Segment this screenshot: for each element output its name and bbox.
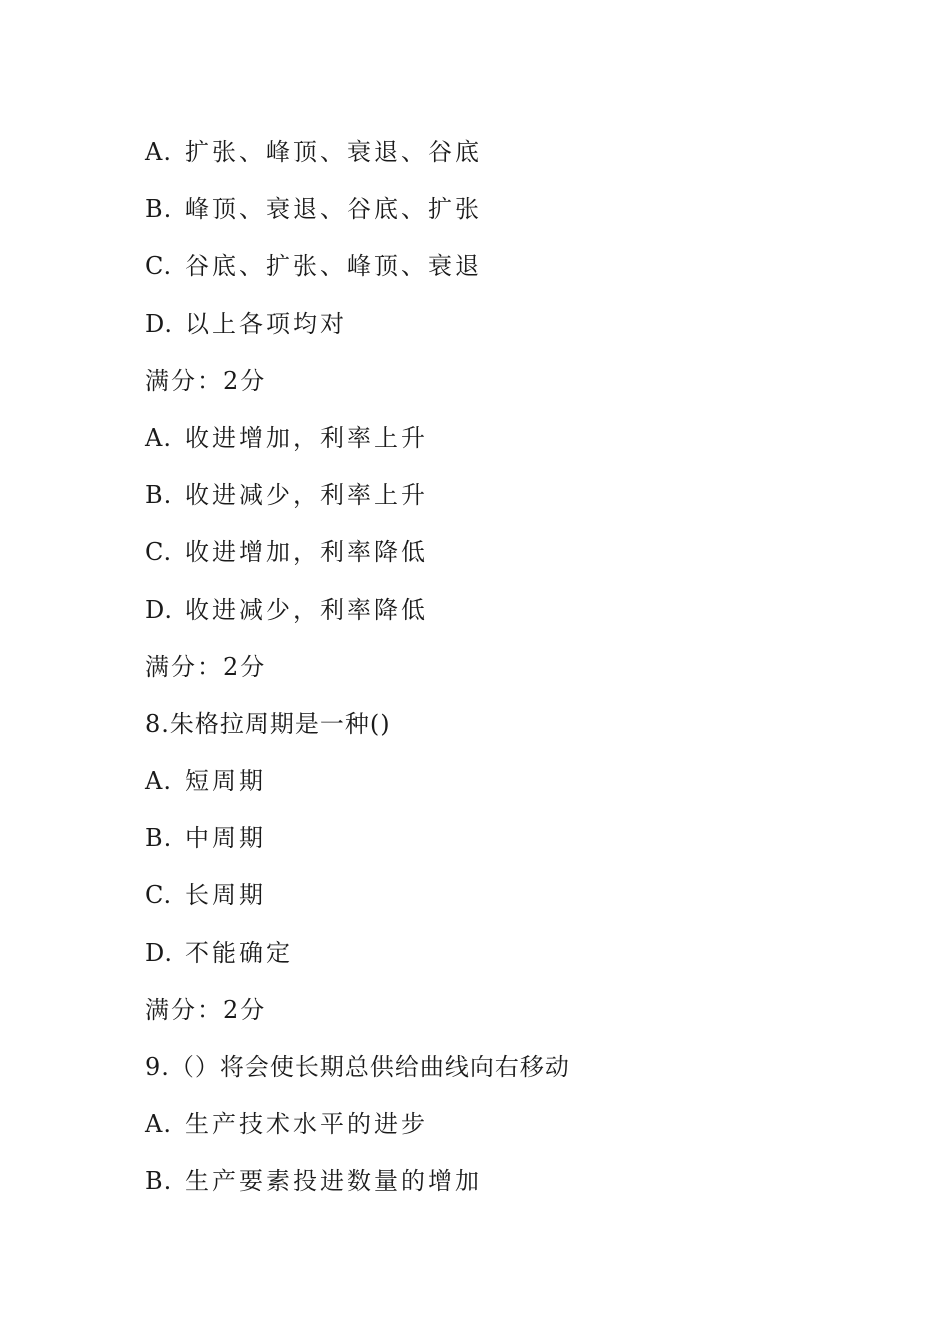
option-line <box>145 181 905 238</box>
option-letter: C. <box>145 881 173 910</box>
option-text: 收进减少，利率上升 <box>185 481 428 510</box>
option-text: 长周期 <box>185 881 266 910</box>
option-letter: B. <box>145 481 173 510</box>
option-text: 峰顶、衰退、谷底、扩张 <box>185 195 482 224</box>
option-letter: A. <box>145 1110 172 1139</box>
option-letter: D. <box>145 595 174 624</box>
option-line <box>145 467 905 524</box>
option-line <box>145 867 905 924</box>
option-letter: B. <box>145 824 173 853</box>
option-text: 收进减少，利率降低 <box>185 595 428 624</box>
option-line <box>145 1096 905 1153</box>
option-line <box>145 238 905 295</box>
option-letter: A. <box>145 138 172 166</box>
option-line <box>145 582 905 639</box>
option-letter: C. <box>145 252 173 281</box>
score-line: 满分：2分 <box>145 995 267 1024</box>
option-line <box>145 753 905 810</box>
score-line: 满分：2分 <box>145 366 267 395</box>
option-text: 生产要素投进数量的增加 <box>185 1167 482 1196</box>
option-text: 收进增加，利率降低 <box>185 538 428 567</box>
option-text: 扩张、峰顶、衰退、谷底 <box>185 138 482 166</box>
option-text: 中周期 <box>185 824 266 853</box>
option-text: 不能确定 <box>185 938 293 967</box>
option-line <box>145 524 905 581</box>
option-line <box>145 296 905 353</box>
option-line <box>145 124 905 181</box>
question-line: 9.（）将会使长期总供给曲线向右移动 <box>145 1053 570 1081</box>
option-text: 短周期 <box>185 767 266 796</box>
score-line: 满分：2分 <box>145 652 267 681</box>
option-letter: C. <box>145 538 173 567</box>
document-page <box>145 124 905 1211</box>
option-letter: B. <box>145 1167 173 1196</box>
option-letter: A. <box>145 423 172 452</box>
option-line <box>145 925 905 982</box>
option-line <box>145 1153 905 1210</box>
option-text: 谷底、扩张、峰顶、衰退 <box>185 252 482 281</box>
option-letter: A. <box>145 767 172 796</box>
option-line <box>145 410 905 467</box>
option-letter: D. <box>145 938 174 967</box>
option-line <box>145 810 905 867</box>
option-letter: B. <box>145 195 173 224</box>
question-line: 8.朱格拉周期是一种() <box>145 709 391 738</box>
option-text: 以上各项均对 <box>185 309 347 338</box>
option-text: 生产技术水平的进步 <box>185 1110 428 1139</box>
option-text: 收进增加，利率上升 <box>185 423 428 452</box>
option-letter: D. <box>145 309 174 338</box>
